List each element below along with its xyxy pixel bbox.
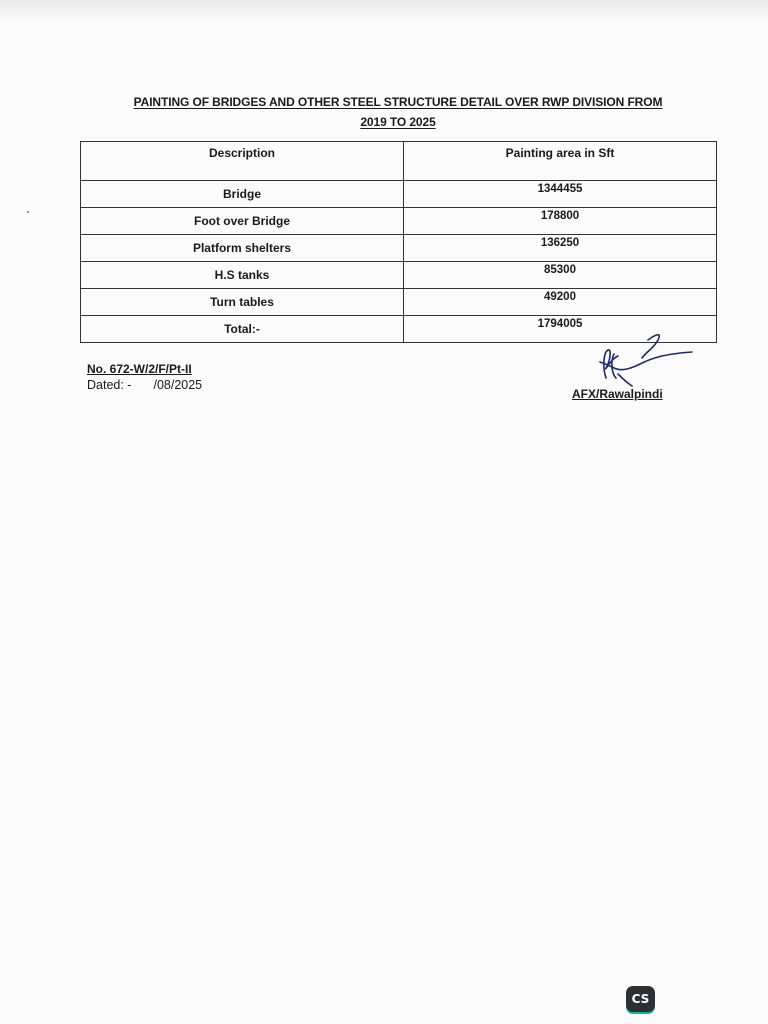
row-area: 178800 [404, 208, 717, 235]
table-row [81, 208, 717, 235]
table-row [81, 235, 717, 262]
table-row [81, 262, 717, 289]
total-label: Total:- [81, 316, 404, 343]
document-title [80, 92, 716, 132]
title-line-1: PAINTING OF BRIDGES AND OTHER STEEL STRUCTURE DETAIL OVER RWP DIVISION FROM [133, 95, 663, 109]
row-description: Bridge [81, 181, 404, 208]
row-description: Turn tables [81, 289, 404, 316]
table-row [81, 181, 717, 208]
row-area: 85300 [404, 262, 717, 289]
row-area: 1344455 [404, 181, 717, 208]
header-painting-area: Painting area in Sft [404, 142, 717, 181]
camscanner-logo: CS [626, 986, 655, 1012]
row-description: H.S tanks [81, 262, 404, 289]
painting-detail-table [80, 141, 717, 343]
dated-value: /08/2025 [153, 378, 203, 392]
signature [592, 328, 702, 390]
row-area: 136250 [404, 235, 717, 262]
dated-label: Dated: - [87, 378, 132, 392]
scan-speck [27, 211, 29, 213]
title-line-2: 2019 TO 2025 [360, 115, 436, 129]
row-area: 49200 [404, 289, 717, 316]
row-description: Foot over Bridge [81, 208, 404, 235]
total-area: 1794005 [404, 316, 717, 343]
dated-line [87, 378, 202, 392]
reference-number: No. 672-W/2/F/Pt-II [87, 362, 192, 376]
row-description: Platform shelters [81, 235, 404, 262]
header-description: Description [81, 142, 404, 181]
table-row [81, 289, 717, 316]
scan-edge [0, 0, 768, 22]
table-header-row [81, 142, 717, 181]
office-designation: AFX/Rawalpindi [572, 387, 663, 401]
